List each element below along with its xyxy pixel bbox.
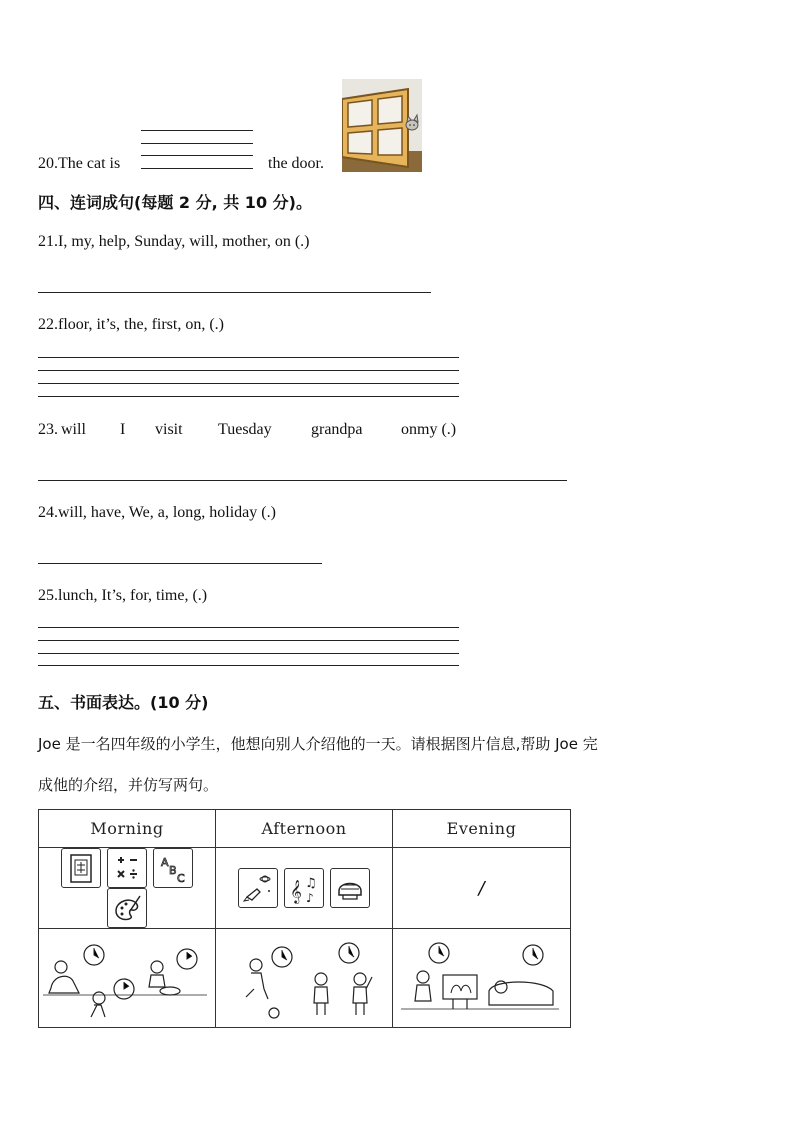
q23-word: onmy (.) [401,421,457,438]
q25-words: lunch, It’s, for, time, (.) [58,587,208,604]
svg-text:A: A [161,856,169,869]
afternoon-scene-illustration [216,929,393,1028]
q23-word: Tuesday [218,421,272,438]
q23-word: I [120,421,126,438]
q20-number: 20. [38,155,58,172]
q22-answer-line-2[interactable] [38,370,459,371]
abc-letters-icon [153,848,193,888]
svg-text:C: C [177,872,185,885]
q24-words: will, have, We, a, long, holiday (.) [58,504,276,521]
q21-number: 21. [38,233,58,250]
morning-scene-illustration [39,929,216,1028]
svg-text:♫: ♫ [305,876,317,891]
q25-row [38,587,207,605]
q25-answer-line-4[interactable] [38,665,459,666]
daily-schedule-table [38,809,571,1028]
q23-word: visit [155,421,183,438]
q25-answer-line-2[interactable] [38,640,459,641]
evening-scene-illustration [393,929,571,1028]
q20-answer-line-3[interactable] [141,155,253,156]
q20-tail: the door. [268,155,324,172]
section5-title: 五、书面表达。(10 分) [38,693,209,712]
q24-answer-line[interactable] [38,563,322,564]
header-evening: Evening [393,810,571,848]
evening-scene-drawing [393,933,563,1023]
pe-helmet-icon [330,868,370,908]
q22-number: 22. [38,316,58,333]
q21-words: I, my, help, Sunday, will, mother, on (.) [58,233,310,250]
afternoon-scene-drawing [216,933,386,1023]
svg-text:♪: ♪ [306,891,314,905]
q21-row [38,233,309,251]
q23-word: grandpa [311,421,363,438]
q20-answer-line-1[interactable] [141,130,253,131]
music-notes-icon [284,868,324,908]
evening-subjects-cell [393,848,571,929]
q20-answer-line-2[interactable] [141,143,253,144]
svg-text:𝄞: 𝄞 [290,879,302,903]
section4-title: 四、连词成句(每题 2 分, 共 10 分)。 [38,193,312,212]
q25-answer-line-1[interactable] [38,627,459,628]
window-cat-image [342,79,422,172]
art-palette-icon [107,888,147,928]
q20-row [38,155,120,173]
section5-prompt-line-2: 成他的介绍，并仿写两句。 [38,776,219,794]
q21-answer-line[interactable] [38,292,431,293]
afternoon-subjects-cell [216,848,393,929]
q24-row [38,504,276,522]
q22-words: floor, it’s, the, first, on, (.) [58,316,224,333]
q23-word: will [61,421,86,438]
morning-scene-drawing [39,933,209,1023]
morning-subjects-cell [39,848,216,929]
q20-lead: The cat is [58,155,121,172]
section5-prompt-line-1: Joe 是一名四年级的小学生，他想向别人介绍他的一天。请根据图片信息,帮助 Joe 完 [38,735,598,753]
evening-mark: / [478,877,485,899]
header-morning: Morning [39,810,216,848]
q22-row [38,316,224,334]
svg-text:B: B [169,864,177,877]
q22-answer-line-1[interactable] [38,357,459,358]
q20-answer-line-4[interactable] [141,168,253,169]
q23-row [38,421,478,441]
header-afternoon: Afternoon [216,810,393,848]
science-rocket-icon [238,868,278,908]
q25-answer-line-3[interactable] [38,653,459,654]
q23-answer-line[interactable] [38,480,567,481]
chinese-book-icon [61,848,101,888]
q22-answer-line-3[interactable] [38,383,459,384]
math-symbols-icon [107,848,147,888]
q25-number: 25. [38,587,58,604]
q24-number: 24. [38,504,58,521]
q22-answer-line-4[interactable] [38,396,459,397]
q23-number: 23. [38,421,58,438]
